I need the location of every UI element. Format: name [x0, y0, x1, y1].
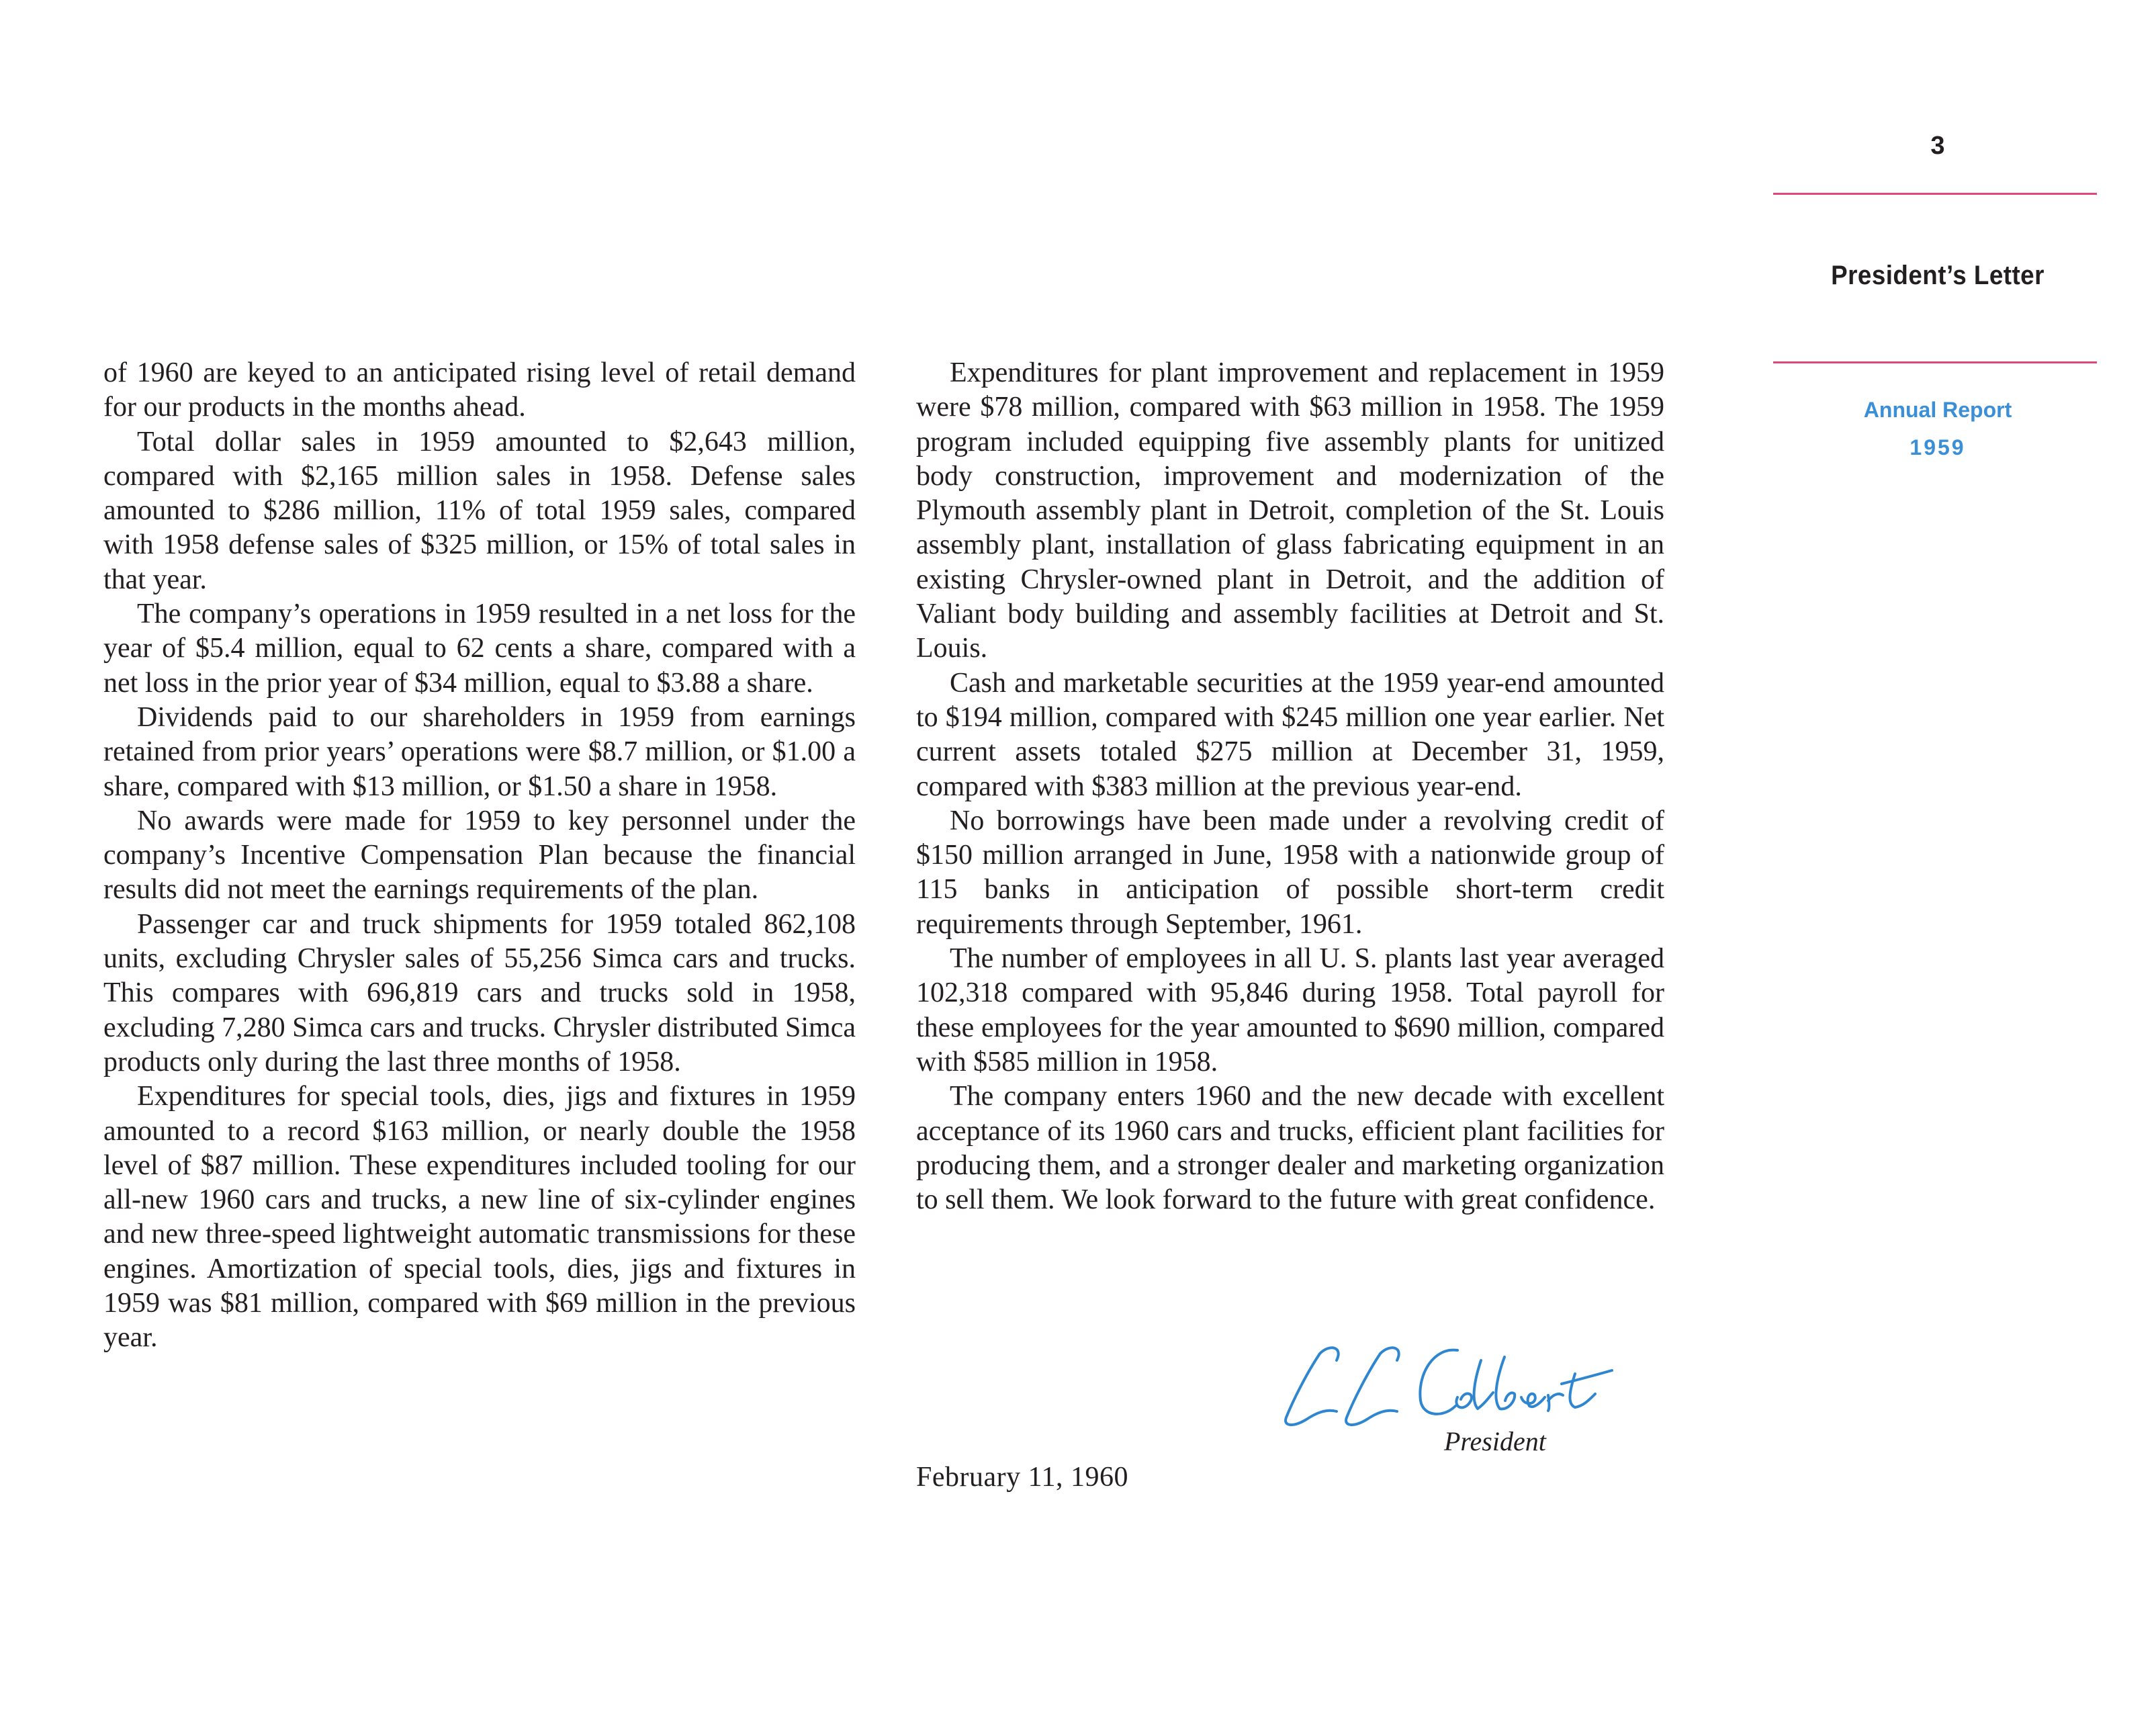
- paragraph: Cash and marketable securities at the 1959 year-end amounted to $194 million, compared with $245 million one year earlier. Net current assets totaled $275 million at December 31, 1959, compared with $383 million at the previous year-end.: [916, 667, 1664, 802]
- paragraph: Expenditures for plant improvement and replacement in 1959 were $78 million, compared with $63 million in 1958. The 1959 program included equipping five assembly plants for unitized body construction, improvement and modernization of the Plymouth assembly plant in Detroit, completion of the St. Louis assembly plant, installation of glass fabricating equipment in an existing Chrysler-owned plant in Detroit, and the addition of Valiant body building and assembly facilities at Detroit and St. Louis.: [916, 357, 1664, 664]
- divider-top: [1773, 193, 2097, 195]
- paragraph: of 1960 are keyed to an anticipated rising level of retail demand for our products in the months ahead.: [103, 357, 856, 423]
- paragraph: The company enters 1960 and the new decade with excellent acceptance of its 1960 cars and trucks, efficient plant facilities for producing them, and a stronger dealer and marketing organization to sell them. We look forward to the future with great confidence.: [916, 1081, 1664, 1216]
- letter-date: February 11, 1960: [916, 1462, 1129, 1493]
- paragraph: Passenger car and truck shipments for 1959 totaled 862,108 units, excluding Chrysler sales of 55,256 Simca cars and trucks. This compares with 696,819 cars and trucks sold in 1958, excluding 7,280 Simca cars and trucks. Chrysler distributed Simca products only during the last three months of 1958.: [103, 908, 856, 1078]
- paragraph: Total dollar sales in 1959 amounted to $2,643 million, compared with $2,165 million sales in 1958. Defense sales amounted to $286 million, 11% of total 1959 sales, compared with 1958 defense sales of $325 million, or 15% of total sales in that year.: [103, 426, 856, 595]
- paragraph: No borrowings have been made under a revolving credit of $150 million arranged in June, 1958 with a nationwide group of 115 banks in anticipation of possible short-term credit requirements through September, 1961.: [916, 805, 1664, 940]
- page-number: 3: [1930, 132, 1945, 160]
- signature: [1279, 1333, 1615, 1434]
- divider-bottom: [1773, 361, 2097, 363]
- paragraph: No awards were made for 1959 to key personnel under the company’s Incentive Compensation Plan because the financial results did not meet the earnings requirements of the plan.: [103, 805, 856, 906]
- paragraph: The number of employees in all U. S. plants last year averaged 102,318 compared with 95,846 during 1958. Total payroll for these employees for the year amounted to $690 million, compared with $585 million in 1958.: [916, 943, 1664, 1078]
- signer-title: President: [1444, 1426, 1546, 1456]
- paragraph: The company’s operations in 1959 resulted in a net loss for the year of $5.4 million, equal to 62 cents a share, compared with a net loss in the prior year of $34 million, equal to $3.88 a share.: [103, 599, 856, 699]
- report-year: 1959: [1910, 435, 1966, 459]
- section-title: President’s Letter: [1831, 261, 2045, 290]
- left-text-column: [103, 356, 856, 1356]
- paragraph: Dividends paid to our shareholders in 1959 from earnings retained from prior years’ operations were $8.7 million, or $1.00 a share, compared with $13 million, or $1.50 a share in 1958.: [103, 701, 856, 802]
- right-text-column: [916, 356, 1664, 1217]
- paragraph: Expenditures for special tools, dies, jigs and fixtures in 1959 amounted to a record $163 million, or nearly double the 1958 level of $87 million. These expenditures included tooling for our all-new 1960 cars and trucks, a new line of six-cylinder engines and new three-speed lightweight automatic transmissions for these engines. Amortization of special tools, dies, jigs and fixtures in 1959 was $81 million, compared with $69 million in the previous year.: [103, 1081, 856, 1354]
- report-title: Annual Report: [1863, 398, 2012, 422]
